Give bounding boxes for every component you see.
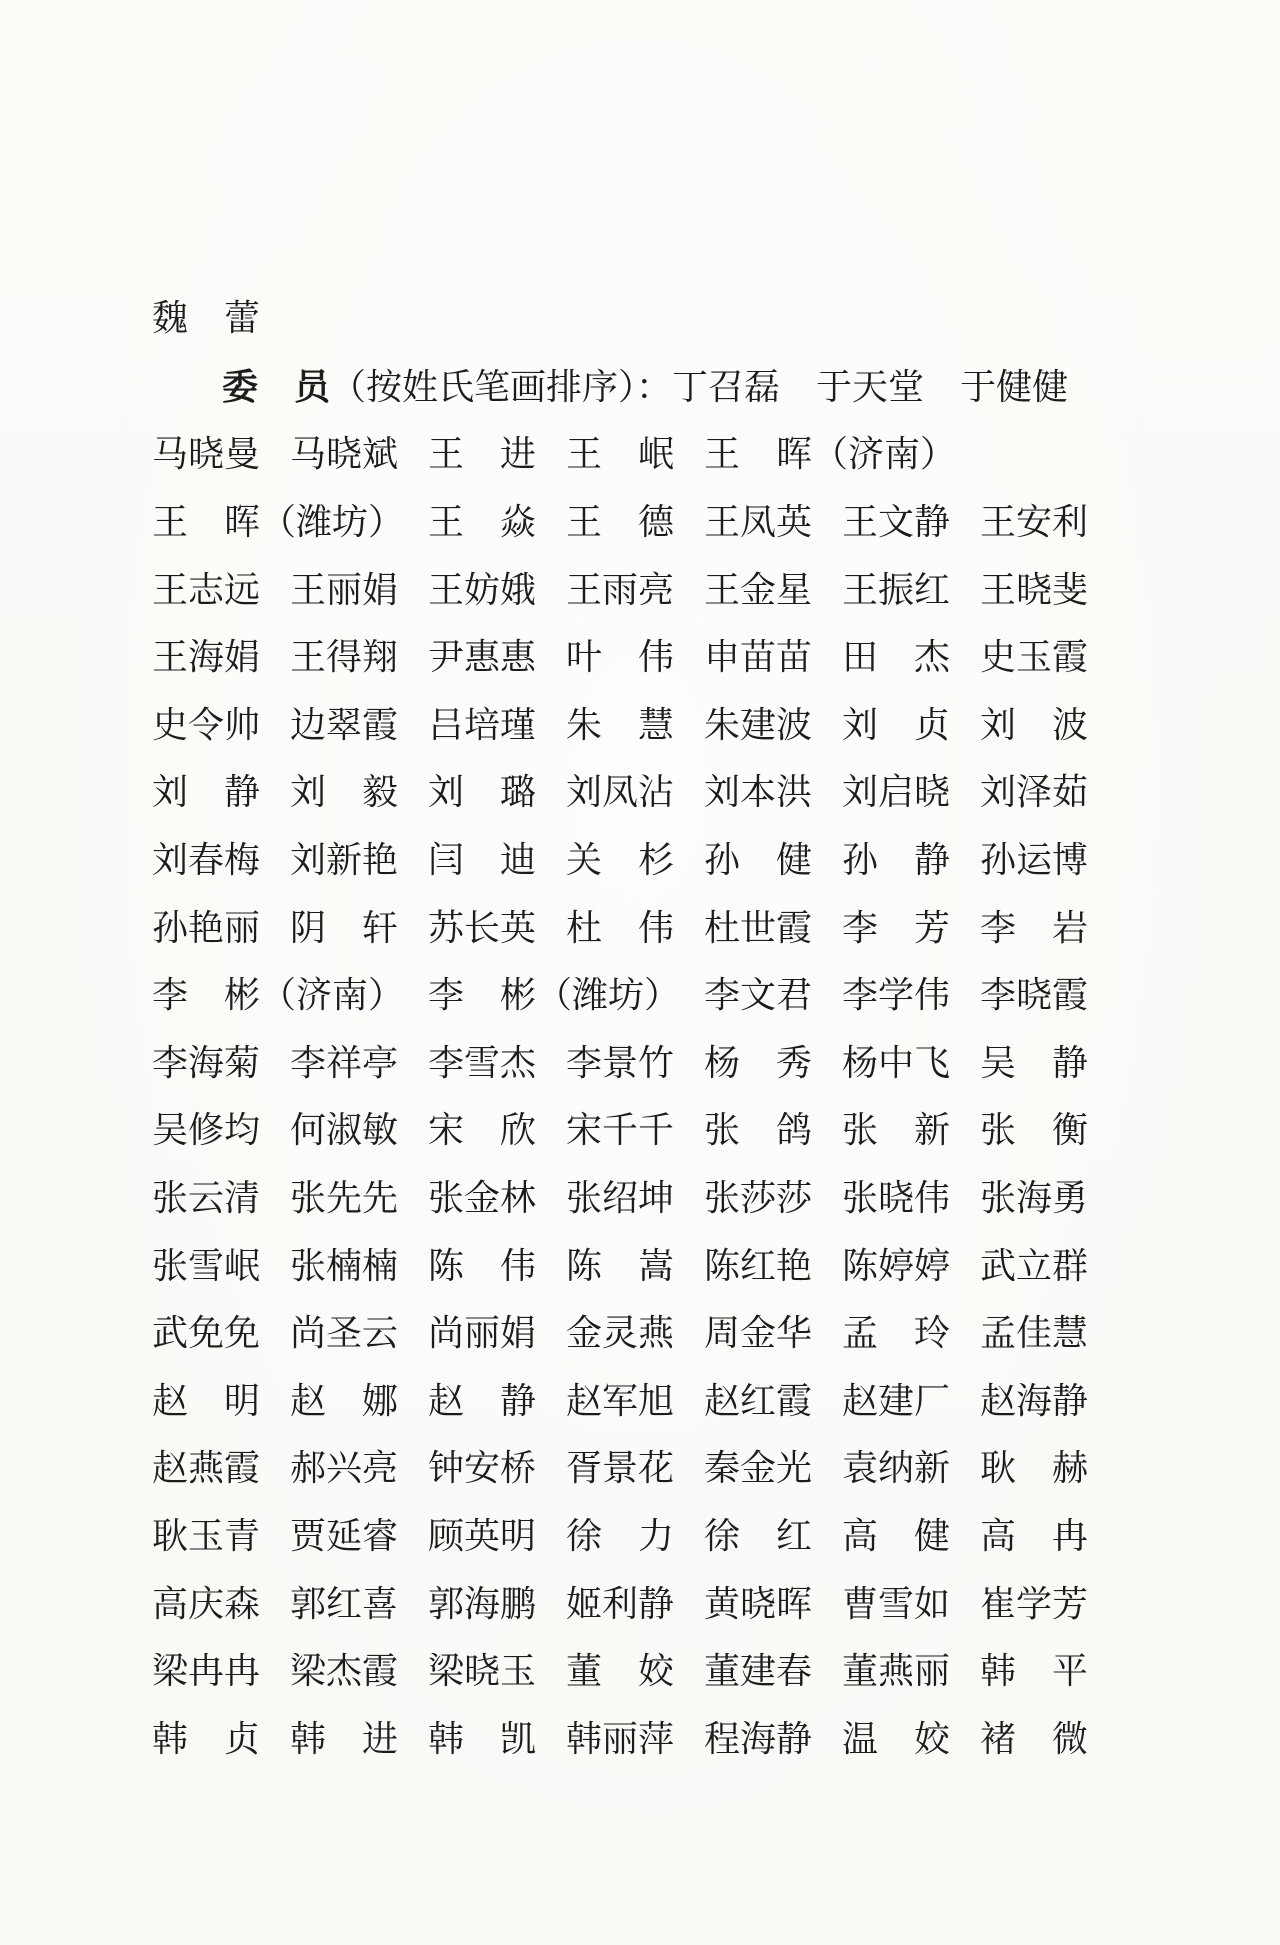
member-name: 耿 赫: [980, 1448, 1089, 1490]
member-name: 李祥亭: [290, 1042, 399, 1084]
member-name: 赵 明: [152, 1380, 261, 1422]
member-name: 尚丽娟: [428, 1313, 537, 1355]
name-row: [152, 635, 1092, 703]
member-name: 徐 力: [566, 1515, 675, 1557]
member-name: 王得翔: [290, 637, 399, 679]
member-name: 梁冉冉: [152, 1651, 261, 1693]
member-name: 王凤英: [704, 502, 813, 543]
member-name: 李雪杰: [428, 1042, 537, 1084]
member-name: 李 彬（济南）: [152, 975, 405, 1017]
member-name: 王 岷: [566, 434, 675, 475]
member-name: 朱建波: [704, 704, 813, 746]
committee-heading-line: [222, 364, 1068, 411]
member-name: 耿玉青: [152, 1515, 261, 1557]
member-name: 田 杰: [842, 637, 951, 679]
member-name: 刘 贞: [842, 704, 951, 746]
member-name: 吴 静: [980, 1042, 1089, 1084]
name-row: [152, 1649, 1092, 1717]
member-name: 梁杰霞: [290, 1651, 399, 1693]
member-name: 刘春梅: [152, 839, 261, 881]
member-name: 马晓曼: [152, 434, 261, 475]
member-name: 边翠霞: [290, 704, 399, 746]
member-name: 何淑敏: [290, 1110, 399, 1152]
member-name: 韩 平: [980, 1651, 1089, 1693]
name-row: [152, 1311, 1092, 1379]
name-row: [152, 1446, 1092, 1514]
member-name: 张 新: [842, 1110, 951, 1152]
name-row: [152, 568, 1092, 636]
member-name: 杜 伟: [566, 907, 675, 949]
member-name: 刘 毅: [290, 772, 399, 814]
member-name: 刘本洪: [704, 772, 813, 814]
member-name: 徐 红: [704, 1515, 813, 1557]
committee-label: 委 员: [222, 366, 331, 408]
member-name: 李 岩: [980, 907, 1089, 949]
member-name: 张雪岷: [152, 1245, 261, 1287]
member-name: 温 姣: [842, 1718, 951, 1760]
member-name: 王 晖（潍坊）: [152, 502, 405, 543]
member-name: 张晓伟: [842, 1177, 951, 1219]
member-name: 张云清: [152, 1177, 261, 1219]
member-name: 高 冉: [980, 1515, 1089, 1557]
member-name: 李 芳: [842, 907, 951, 949]
member-name: 韩 进: [290, 1718, 399, 1760]
member-name: 高庆森: [152, 1583, 261, 1625]
member-name: 王金星: [704, 569, 813, 611]
member-name: 史玉霞: [980, 637, 1089, 679]
member-name: 阴 轩: [290, 907, 399, 949]
member-name: 董燕丽: [842, 1651, 951, 1693]
member-name: 赵 静: [428, 1380, 537, 1422]
member-name: 顾英明: [428, 1515, 537, 1557]
member-name: 赵红霞: [704, 1380, 813, 1422]
name-grid: [152, 500, 1092, 1784]
member-name: 赵燕霞: [152, 1448, 261, 1490]
member-name: 李晓霞: [980, 975, 1089, 1017]
member-name: 孟 玲: [842, 1313, 951, 1355]
member-name: 孟佳慧: [980, 1313, 1089, 1355]
member-name: 刘泽茹: [980, 772, 1089, 814]
member-name: 张金林: [428, 1177, 537, 1219]
member-name: 刘新艳: [290, 839, 399, 881]
member-name: 赵海静: [980, 1380, 1089, 1422]
member-name: 王 德: [566, 502, 675, 543]
lead-name: 魏 蕾: [152, 298, 261, 339]
member-name: 李学伟: [842, 975, 951, 1017]
member-name: 马晓斌: [290, 434, 399, 475]
member-name: 刘 静: [152, 772, 261, 814]
member-name: 杨中飞: [842, 1042, 951, 1084]
name-row: [152, 1041, 1092, 1109]
committee-first-name: 于健健: [960, 367, 1069, 408]
committee-note: （按姓氏笔画排序）：: [330, 367, 673, 408]
member-name: 吴修均: [152, 1110, 261, 1152]
member-name: 金灵燕: [566, 1313, 675, 1355]
member-name: 孙 健: [704, 839, 813, 881]
member-name: 韩 贞: [152, 1718, 261, 1760]
member-name: 王雨亮: [566, 569, 675, 611]
member-name: 赵 娜: [290, 1380, 399, 1422]
name-row: [152, 1244, 1092, 1312]
member-name: 刘 波: [980, 704, 1089, 746]
member-name: 刘 璐: [428, 772, 537, 814]
member-name: 郭红喜: [290, 1583, 399, 1625]
member-name: 宋千千: [566, 1110, 675, 1152]
member-name: 梁晓玉: [428, 1651, 537, 1693]
member-name: 张 鸽: [704, 1110, 813, 1152]
member-name: 杜世霞: [704, 907, 813, 949]
member-name: 陈 嵩: [566, 1245, 675, 1287]
member-name: 秦金光: [704, 1448, 813, 1490]
member-name: 王 焱: [428, 502, 537, 543]
second-line: [152, 432, 1092, 500]
member-name: 张绍坤: [566, 1177, 675, 1219]
member-name: 张先先: [290, 1177, 399, 1219]
member-name: 王文静: [842, 502, 951, 543]
member-name: 周金华: [704, 1313, 813, 1355]
member-name: 姬利静: [566, 1583, 675, 1625]
name-row: [152, 838, 1092, 906]
committee-first-name: 于天堂: [816, 367, 925, 408]
member-name: 关 杉: [566, 839, 675, 881]
member-name: 朱 慧: [566, 704, 675, 746]
member-name: 胥景花: [566, 1448, 675, 1490]
member-name: 申苗苗: [704, 637, 813, 679]
member-name: 孙 静: [842, 839, 951, 881]
member-name: 史令帅: [152, 704, 261, 746]
member-name: 董建春: [704, 1651, 813, 1693]
member-name: 武立群: [980, 1245, 1089, 1287]
member-name: 孙运博: [980, 839, 1089, 881]
member-name: 李 彬（潍坊）: [428, 975, 681, 1017]
member-name: 李海菊: [152, 1042, 261, 1084]
member-name: 高 健: [842, 1515, 951, 1557]
member-name: 王海娟: [152, 637, 261, 679]
member-name: 董 姣: [566, 1651, 675, 1693]
member-name: 王振红: [842, 569, 951, 611]
member-name: 郝兴亮: [290, 1448, 399, 1490]
name-row: [152, 770, 1092, 838]
member-name: 崔学芳: [980, 1583, 1089, 1625]
member-name: 程海静: [704, 1718, 813, 1760]
member-name: 褚 微: [980, 1718, 1089, 1760]
member-name: 刘启晓: [842, 772, 951, 814]
member-name: 王 进: [428, 434, 537, 475]
name-row: [152, 906, 1092, 974]
member-name: 赵军旭: [566, 1380, 675, 1422]
member-name: 陈红艳: [704, 1245, 813, 1287]
member-name: 陈婷婷: [842, 1245, 951, 1287]
name-row: [152, 500, 1092, 568]
member-name: 贾延睿: [290, 1515, 399, 1557]
member-name: 孙艳丽: [152, 907, 261, 949]
member-name: 杨 秀: [704, 1042, 813, 1084]
name-row: [152, 973, 1092, 1041]
member-name: 叶 伟: [566, 637, 675, 679]
member-name: 王志远: [152, 569, 261, 611]
member-name: 王安利: [980, 502, 1089, 543]
member-name: 宋 欣: [428, 1110, 537, 1152]
member-name: 张莎莎: [704, 1177, 813, 1219]
member-name: 王妨娥: [428, 569, 537, 611]
name-row: [152, 432, 1092, 500]
member-name: 武免免: [152, 1313, 261, 1355]
member-name: 张海勇: [980, 1177, 1089, 1219]
member-name: 李文君: [704, 975, 813, 1017]
member-name: 张 衡: [980, 1110, 1089, 1152]
member-name: 黄晓晖: [704, 1583, 813, 1625]
member-name: 王丽娟: [290, 569, 399, 611]
member-name: 曹雪如: [842, 1583, 951, 1625]
name-row: [152, 1379, 1092, 1447]
member-name: 钟安桥: [428, 1448, 537, 1490]
name-row: [152, 703, 1092, 771]
member-name: 韩 凯: [428, 1718, 537, 1760]
member-name: 王 晖（济南）: [704, 434, 957, 475]
name-row: [152, 1514, 1092, 1582]
member-name: 张楠楠: [290, 1245, 399, 1287]
name-row: [152, 1176, 1092, 1244]
member-name: 李景竹: [566, 1042, 675, 1084]
member-name: 韩丽萍: [566, 1718, 675, 1760]
member-name: 赵建厂: [842, 1380, 951, 1422]
member-name: 郭海鹏: [428, 1583, 537, 1625]
name-row: [152, 1717, 1092, 1785]
member-name: 陈 伟: [428, 1245, 537, 1287]
name-row: [152, 1582, 1092, 1650]
member-name: 吕培瑾: [428, 704, 537, 746]
member-name: 刘凤沾: [566, 772, 675, 814]
member-name: 闫 迪: [428, 839, 537, 881]
member-name: 尹惠惠: [428, 637, 537, 679]
member-name: 袁纳新: [842, 1448, 951, 1490]
committee-first-name: 丁召磊: [672, 367, 781, 408]
member-name: 王晓斐: [980, 569, 1089, 611]
name-row: [152, 1108, 1092, 1176]
member-name: 尚圣云: [290, 1313, 399, 1355]
member-name: 苏长英: [428, 907, 537, 949]
